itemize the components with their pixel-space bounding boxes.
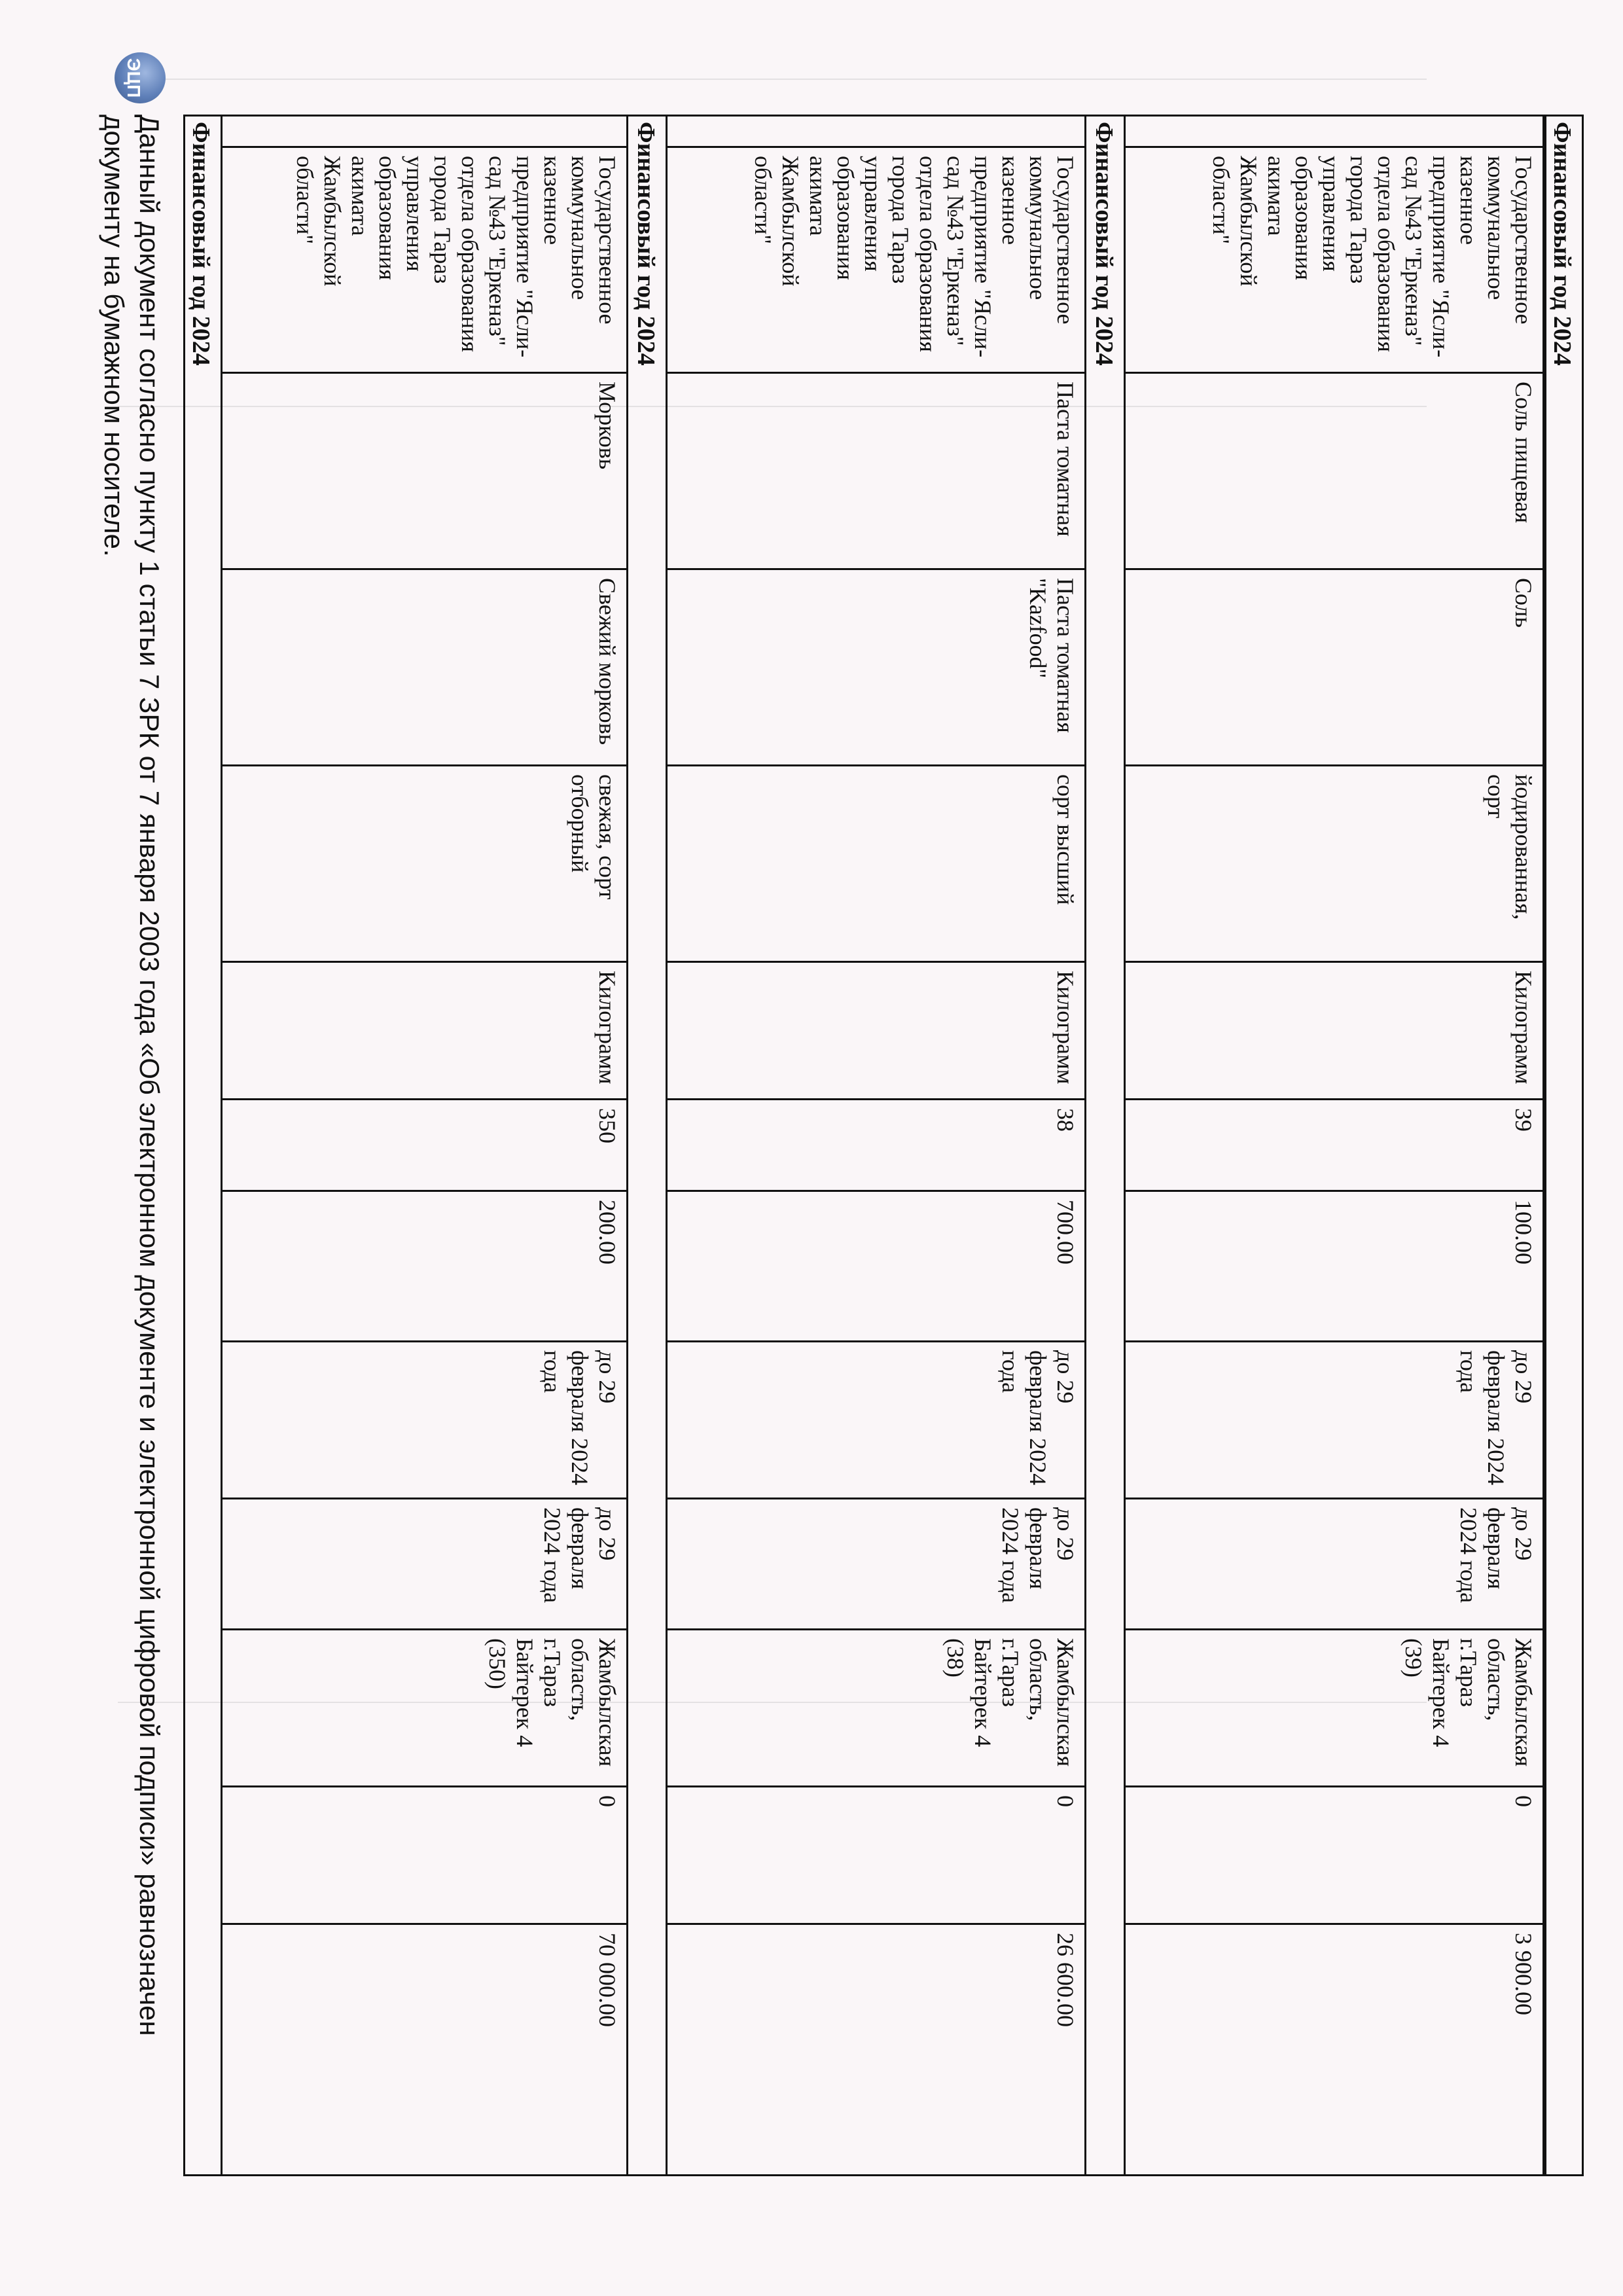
spec-cell: Соль bbox=[1126, 568, 1543, 764]
total-cell: 3 900.00 bbox=[1126, 1923, 1543, 2178]
price-cell: 100.00 bbox=[1126, 1190, 1543, 1340]
legal-footer bbox=[96, 58, 167, 2176]
advance-cell: 0 bbox=[668, 1785, 1084, 1923]
place-cell: Жамбылская область, г.Тараз Байтерек 4 (39) bbox=[1126, 1628, 1543, 1785]
fiscal-year-bar: Финансовый год 2024 bbox=[626, 117, 666, 2174]
deadline-cell: до 29 февраля 2024 года bbox=[1126, 1340, 1543, 1498]
price-cell: 700.00 bbox=[668, 1190, 1084, 1340]
name-cell: Морковь bbox=[223, 372, 626, 568]
deadline-cell: до 29 февраля 2024 года bbox=[223, 1340, 626, 1498]
unit-cell: Килограмм bbox=[1126, 961, 1543, 1098]
deadline-short-cell: до 29 февраля 2024 года bbox=[1126, 1498, 1543, 1628]
deadline-short-cell: до 29 февраля 2024 года bbox=[223, 1498, 626, 1628]
spec-cell: Паста томатная "Kazfood" bbox=[668, 568, 1084, 764]
fiscal-year-bar: Финансовый год 2024 bbox=[1084, 117, 1124, 2174]
fiscal-year-header: Финансовый год 2024 bbox=[1544, 115, 1584, 2176]
rotated-document bbox=[79, 39, 1584, 2265]
table-row bbox=[1124, 117, 1543, 2174]
deadline-short-cell: до 29 февраля 2024 года bbox=[668, 1498, 1084, 1628]
advance-cell: 0 bbox=[1126, 1785, 1543, 1923]
row-marker-cell bbox=[1126, 117, 1543, 146]
procurement-table bbox=[183, 115, 1544, 2176]
advance-cell: 0 bbox=[223, 1785, 626, 1923]
row-marker-cell bbox=[668, 117, 1084, 146]
customer-cell: Государственное коммунальное казенное предприятие "Ясли-сад №43 "Еркеназ" отдела образования города Тараз управления образования акимата Жамбылской области" bbox=[668, 146, 1084, 372]
name-cell: Паста томатная bbox=[668, 372, 1084, 568]
row-marker-cell bbox=[223, 117, 626, 146]
deadline-cell: до 29 февраля 2024 года bbox=[668, 1340, 1084, 1498]
footer-text: Данный документ согласно пункту 1 статьи 7 ЗРК от 7 января 2003 года «Об электронном документе и электронной цифровой подписи» равнозначен документу на бумажном носителе. bbox=[99, 115, 165, 2036]
price-cell: 200.00 bbox=[223, 1190, 626, 1340]
name-cell: Соль пищевая bbox=[1126, 372, 1543, 568]
customer-cell: Государственное коммунальное казенное предприятие "Ясли-сад №43 "Еркеназ" отдела образования города Тараз управления образования акимата Жамбылской области" bbox=[223, 146, 626, 372]
total-cell: 70 000.00 bbox=[223, 1923, 626, 2178]
total-cell: 26 600.00 bbox=[668, 1923, 1084, 2178]
characteristics-cell: йодированная, сорт bbox=[1126, 764, 1543, 961]
quantity-cell: 38 bbox=[668, 1098, 1084, 1190]
table-section bbox=[1084, 117, 1543, 2174]
table-section bbox=[181, 117, 626, 2174]
table-row bbox=[221, 117, 626, 2174]
unit-cell: Килограмм bbox=[223, 961, 626, 1098]
place-cell: Жамбылская область, г.Тараз Байтерек 4 (350) bbox=[223, 1628, 626, 1785]
stamp-logo-icon: ЭЦП bbox=[115, 52, 166, 103]
quantity-cell: 350 bbox=[223, 1098, 626, 1190]
place-cell: Жамбылская область, г.Тараз Байтерек 4 (38) bbox=[668, 1628, 1084, 1785]
fiscal-year-bar: Финансовый год 2024 bbox=[187, 122, 215, 366]
unit-cell: Килограмм bbox=[668, 961, 1084, 1098]
table-row bbox=[666, 117, 1084, 2174]
quantity-cell: 39 bbox=[1126, 1098, 1543, 1190]
characteristics-cell: сорт высший bbox=[668, 764, 1084, 961]
table-section bbox=[626, 117, 1084, 2174]
spec-cell: Свежий морковь bbox=[223, 568, 626, 764]
characteristics-cell: свежая, сорт отборный bbox=[223, 764, 626, 961]
customer-cell: Государственное коммунальное казенное предприятие "Ясли-сад №43 "Еркеназ" отдела образования города Тараз управления образования акимата Жамбылской области" bbox=[1126, 146, 1543, 372]
